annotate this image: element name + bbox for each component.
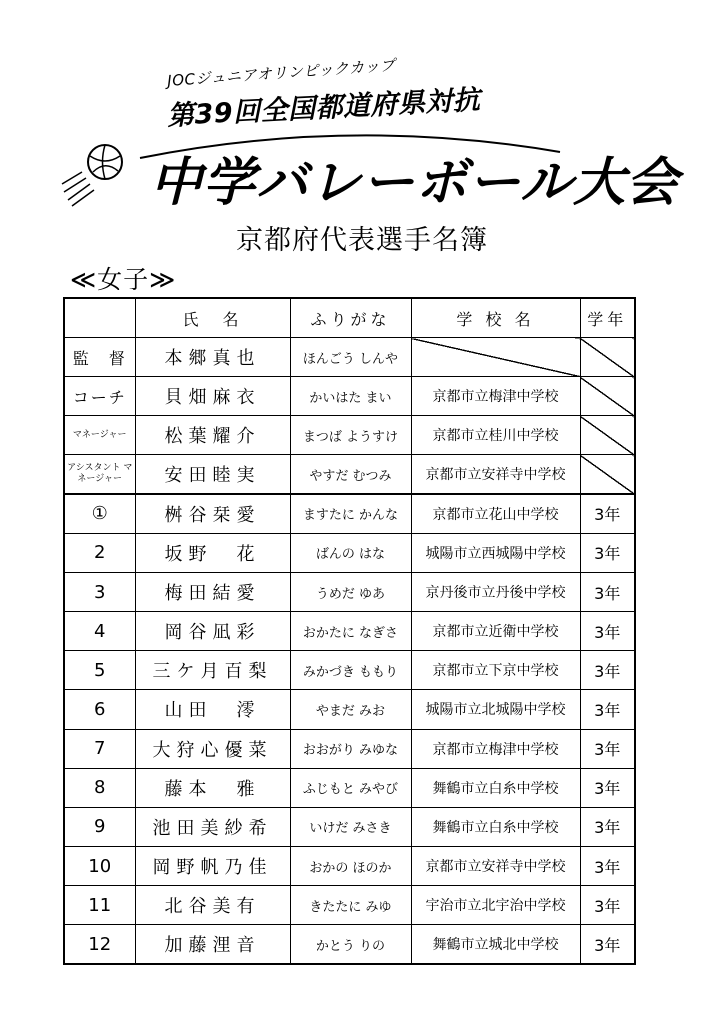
category-label: ≪女子≫ [70,265,177,294]
player-row [64,612,635,651]
player-kana: やまだ みお [290,690,411,729]
player-name: 梅田結愛 [135,572,290,611]
player-name: 岡谷凪彩 [135,612,290,651]
staff-role: 監 督 [64,338,135,377]
staff-role: コーチ [64,377,135,416]
staff-name: 安田睦実 [135,455,290,494]
staff-name: 本郷真也 [135,338,290,377]
header-kana: ふりがな [290,298,411,338]
staff-kana: やすだ むつみ [290,455,411,494]
player-name: 山田 澪 [135,690,290,729]
player-name: 桝谷栞愛 [135,494,290,533]
staff-grade-empty [580,416,635,455]
player-row [64,768,635,807]
player-school: 宇治市立北宇治中学校 [411,886,580,925]
header-role [64,298,135,338]
staff-school-empty [411,338,580,377]
player-number: 3 [64,572,135,611]
staff-row [64,455,635,494]
player-school: 舞鶴市立城北中学校 [411,925,580,964]
player-kana: いけだ みさき [290,807,411,846]
logo-edition: 第39回全国都道府県対抗 [166,84,482,133]
player-school: 舞鶴市立白糸中学校 [411,807,580,846]
staff-grade-empty [580,338,635,377]
player-row [64,807,635,846]
player-number: ① [64,494,135,533]
player-school: 京都市立近衛中学校 [411,612,580,651]
header-grade: 学年 [580,298,635,338]
logo-subtitle: JOCジュニアオリンピックカップ [166,56,396,91]
player-name: 加藤浬音 [135,925,290,964]
player-school: 城陽市立西城陽中学校 [411,533,580,572]
player-number: 6 [64,690,135,729]
player-grade: 3年 [580,807,635,846]
logo-title: 中学バレーボール大会 [150,153,679,213]
header-name: 氏 名 [135,298,290,338]
player-name: 坂野 花 [135,533,290,572]
volleyball-player-icon [60,140,140,210]
player-row [64,925,635,964]
player-school: 城陽市立北城陽中学校 [411,690,580,729]
player-number: 10 [64,847,135,886]
staff-role: アシスタント マネージャー [64,455,135,494]
player-row [64,651,635,690]
player-grade: 3年 [580,533,635,572]
player-number: 4 [64,612,135,651]
player-grade: 3年 [580,729,635,768]
player-kana: おおがり みゆな [290,729,411,768]
player-school: 京丹後市立丹後中学校 [411,572,580,611]
roster-title: 京都府代表選手名簿 [236,225,488,256]
player-kana: おかたに なぎさ [290,612,411,651]
player-row [64,533,635,572]
staff-school: 京都市立安祥寺中学校 [411,455,580,494]
player-name: 大狩心優菜 [135,729,290,768]
player-grade: 3年 [580,925,635,964]
staff-name: 貝畑麻衣 [135,377,290,416]
player-number: 12 [64,925,135,964]
player-school: 京都市立安祥寺中学校 [411,847,580,886]
player-school: 京都市立梅津中学校 [411,729,580,768]
player-name: 岡野帆乃佳 [135,847,290,886]
staff-kana: ほんごう しんや [290,338,411,377]
player-kana: ふじもと みやび [290,768,411,807]
player-number: 11 [64,886,135,925]
staff-grade-empty [580,377,635,416]
player-name: 三ケ月百梨 [135,651,290,690]
player-row [64,886,635,925]
table-header-row [64,298,635,338]
player-school: 京都市立花山中学校 [411,494,580,533]
player-number: 7 [64,729,135,768]
player-grade: 3年 [580,768,635,807]
player-number: 2 [64,533,135,572]
staff-grade-empty [580,455,635,494]
player-number: 9 [64,807,135,846]
player-row [64,690,635,729]
staff-school: 京都市立梅津中学校 [411,377,580,416]
player-row [64,729,635,768]
player-row [64,494,635,533]
player-name: 藤本 雅 [135,768,290,807]
player-grade: 3年 [580,847,635,886]
player-kana: ますたに かんな [290,494,411,533]
staff-row [64,338,635,377]
player-number: 8 [64,768,135,807]
staff-kana: かいはた まい [290,377,411,416]
player-grade: 3年 [580,612,635,651]
player-grade: 3年 [580,886,635,925]
player-kana: ばんの はな [290,533,411,572]
player-grade: 3年 [580,494,635,533]
player-grade: 3年 [580,690,635,729]
player-school: 舞鶴市立白糸中学校 [411,768,580,807]
player-number: 5 [64,651,135,690]
staff-kana: まつば ようすけ [290,416,411,455]
player-school: 京都市立下京中学校 [411,651,580,690]
player-grade: 3年 [580,572,635,611]
player-grade: 3年 [580,651,635,690]
staff-name: 松葉耀介 [135,416,290,455]
tournament-logo [0,0,724,220]
player-kana: みかづき ももり [290,651,411,690]
player-kana: うめだ ゆあ [290,572,411,611]
player-kana: きたたに みゆ [290,886,411,925]
player-row [64,572,635,611]
player-name: 北谷美有 [135,886,290,925]
staff-role: マネージャー [64,416,135,455]
staff-row [64,416,635,455]
staff-row [64,377,635,416]
player-row [64,847,635,886]
roster-table [63,297,636,965]
player-kana: かとう りの [290,925,411,964]
header-school: 学 校 名 [411,298,580,338]
player-kana: おかの ほのか [290,847,411,886]
player-name: 池田美紗希 [135,807,290,846]
staff-school: 京都市立桂川中学校 [411,416,580,455]
